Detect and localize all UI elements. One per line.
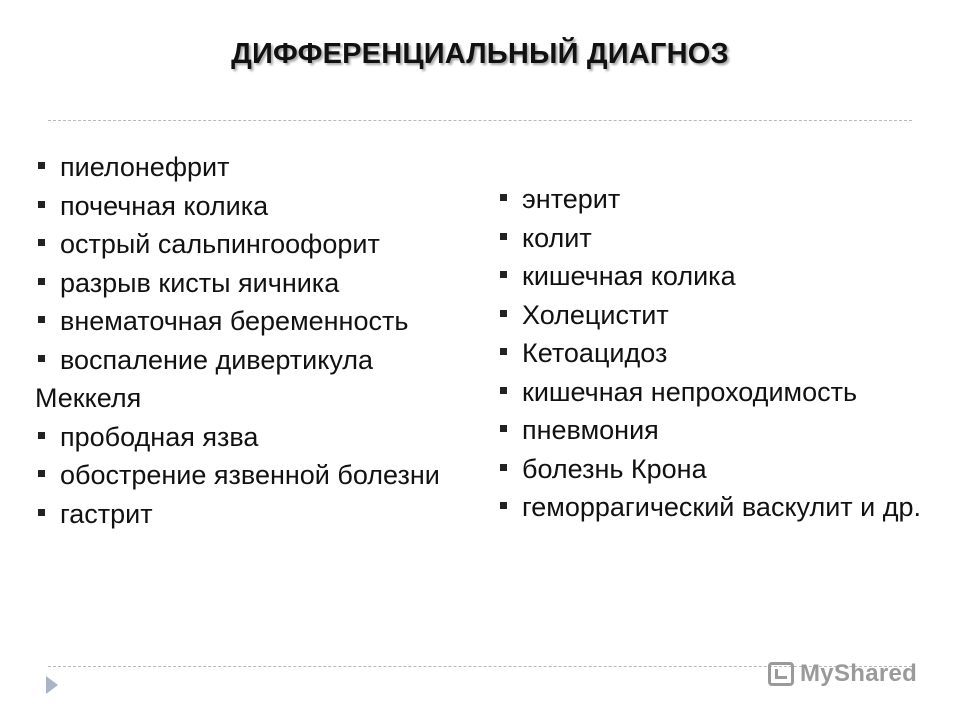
list-item xyxy=(35,264,475,303)
list-item-label: почечная колика xyxy=(60,190,269,221)
square-bullet-icon xyxy=(500,271,507,278)
list-item xyxy=(497,488,952,527)
left-diagnosis-list xyxy=(35,148,475,533)
list-item-label: колит xyxy=(522,222,592,253)
list-item-label: острый сальпингоофорит xyxy=(60,229,380,259)
list-item xyxy=(35,225,475,264)
square-bullet-icon xyxy=(38,316,45,323)
list-item-label: болезнь Крона xyxy=(522,453,707,484)
list-item-label: геморрагический васкулит и др. xyxy=(522,492,922,522)
list-item xyxy=(35,187,475,226)
square-bullet-icon xyxy=(38,355,45,362)
list-item xyxy=(35,302,475,341)
square-bullet-icon xyxy=(38,201,45,208)
list-item xyxy=(35,495,475,534)
square-bullet-icon xyxy=(38,509,45,516)
square-bullet-icon xyxy=(500,464,507,471)
square-bullet-icon xyxy=(38,239,45,246)
watermark-logo xyxy=(768,657,917,691)
right-diagnosis-list xyxy=(497,180,952,527)
square-bullet-icon xyxy=(500,310,507,317)
square-bullet-icon xyxy=(500,502,507,509)
list-item-label: гастрит xyxy=(60,498,153,529)
play-arrow-icon[interactable] xyxy=(46,676,58,694)
top-divider xyxy=(48,120,912,121)
list-item xyxy=(497,411,952,450)
square-bullet-icon xyxy=(500,194,507,201)
presentation-icon xyxy=(768,662,794,686)
list-item xyxy=(497,334,952,373)
list-item xyxy=(497,296,952,335)
list-item xyxy=(35,456,475,495)
list-item-label: Кетоацидоз xyxy=(522,338,668,368)
list-item xyxy=(497,180,952,219)
list-item-label: пиелонефрит xyxy=(60,152,230,182)
square-bullet-icon xyxy=(500,387,507,394)
list-item-label: внематочная беременность xyxy=(60,306,409,336)
square-bullet-icon xyxy=(38,470,45,477)
square-bullet-icon xyxy=(500,425,507,432)
list-item xyxy=(35,418,475,457)
list-item xyxy=(497,373,952,412)
square-bullet-icon xyxy=(38,432,45,439)
list-item-label: прободная язва xyxy=(60,421,259,452)
list-item-label: пневмония xyxy=(522,415,659,445)
square-bullet-icon xyxy=(38,162,45,169)
square-bullet-icon xyxy=(500,233,507,240)
list-item-label: энтерит xyxy=(522,184,621,214)
list-item xyxy=(497,219,952,258)
list-item-label: кишечная непроходимость xyxy=(522,376,858,407)
list-item xyxy=(497,450,952,489)
watermark-text: MyShared xyxy=(800,660,918,687)
square-bullet-icon xyxy=(38,278,45,285)
square-bullet-icon xyxy=(500,348,507,355)
list-item-label: разрыв кисты яичника xyxy=(60,267,340,298)
page-title: ДИФФЕРЕНЦИАЛЬНЫЙ ДИАГНОЗ xyxy=(231,38,729,70)
list-item-label: воспаление дивертикула Меккеля xyxy=(35,344,374,413)
list-item xyxy=(497,257,952,296)
list-item-label: Холецистит xyxy=(522,299,669,330)
list-item-label: кишечная колика xyxy=(522,261,736,291)
list-item xyxy=(35,341,475,418)
list-item xyxy=(35,148,475,187)
list-item-label: обострение язвенной болезни xyxy=(60,460,440,490)
